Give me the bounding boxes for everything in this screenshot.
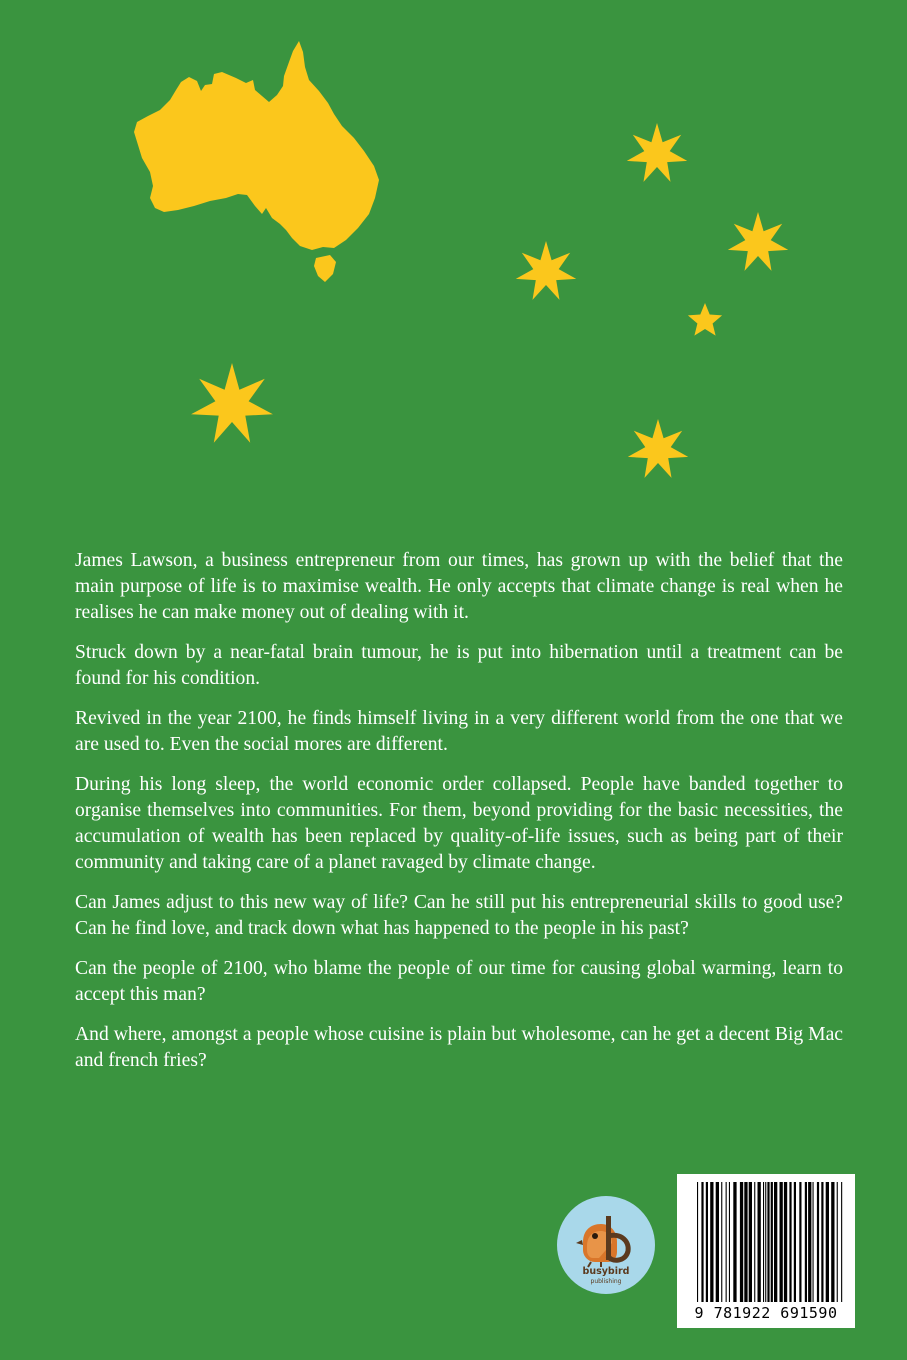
barcode-bar <box>826 1182 829 1302</box>
barcode-bar <box>774 1182 777 1302</box>
barcode-bar <box>710 1182 713 1302</box>
barcode-bar <box>706 1182 708 1302</box>
blurb-paragraph: James Lawson, a business entrepreneur from our times, has grown up with the belief that the main purpose of life is to maximise wealth. He only accepts that climate change is real when he realises he can make money out of dealing with it. <box>75 550 843 623</box>
barcode-bar <box>729 1182 730 1302</box>
barcode-bar <box>701 1182 703 1302</box>
barcode-bar <box>805 1182 807 1302</box>
barcode-bar <box>808 1182 811 1302</box>
publisher-logo <box>557 1196 655 1294</box>
isbn-barcode <box>677 1174 855 1328</box>
barcode-bar <box>744 1182 747 1302</box>
publisher-subtitle: publishing <box>590 1278 622 1285</box>
blurb-paragraph: Can the people of 2100, who blame the people of our time for causing global warming, learn to accept this man? <box>75 958 843 1005</box>
isbn-number: 9 781922 691590 <box>694 1304 838 1322</box>
blurb-paragraph: And where, amongst a people whose cuisine is plain but wholesome, can he get a decent Big Mac and french fries? <box>75 1024 843 1071</box>
barcode-bar <box>767 1182 769 1302</box>
barcode-bar <box>784 1182 787 1302</box>
barcode-bar <box>817 1182 819 1302</box>
barcode-bar <box>821 1182 823 1302</box>
publisher-name: busybird <box>582 1266 630 1277</box>
barcode-bar <box>716 1182 719 1302</box>
barcode-bar <box>837 1182 838 1302</box>
barcode-bar <box>726 1182 727 1302</box>
star-icon <box>688 303 722 336</box>
blurb-text <box>75 548 843 1088</box>
barcode-bar <box>789 1182 791 1302</box>
star-icon <box>728 212 788 271</box>
barcode-bar <box>740 1182 743 1302</box>
blurb-paragraph: During his long sleep, the world economic order collapsed. People have banded together to organise themselves into communities. For them, beyond providing for the basic necessities, the accumulation of wealth has been replaced by quality-of-life issues, such as being part of their community and taking care of a planet ravaged by climate change. <box>75 774 843 873</box>
barcode-bar <box>697 1182 698 1302</box>
australia-map <box>134 41 379 250</box>
barcode-bar <box>771 1182 773 1302</box>
barcode-bar <box>765 1182 766 1302</box>
blurb-paragraph: Struck down by a near-fatal brain tumour, he is put into hibernation until a treatment can be found for his condition. <box>75 642 843 689</box>
star-icon <box>516 241 576 300</box>
blurb-paragraph: Revived in the year 2100, he finds himself living in a very different world from the one that we are used to. Even the social mores are different. <box>75 708 843 755</box>
barcode-bar <box>749 1182 752 1302</box>
barcode-bar <box>733 1182 736 1302</box>
cover-artwork <box>0 0 907 520</box>
barcode-bar <box>780 1182 783 1302</box>
barcode-bar <box>831 1182 834 1302</box>
star-icon <box>191 363 273 443</box>
barcode-bar <box>794 1182 796 1302</box>
blurb-paragraph: Can James adjust to this new way of life? Can he still put his entrepreneurial skills to good use? Can he find love, and track down what has happened to the people in his past? <box>75 892 843 939</box>
star-icon <box>628 419 688 478</box>
barcode-bar <box>813 1182 814 1302</box>
tasmania-map <box>314 255 336 282</box>
barcode-bar <box>841 1182 842 1302</box>
barcode-bar <box>763 1182 764 1302</box>
barcode-bar <box>721 1182 722 1302</box>
barcode-bar <box>758 1182 761 1302</box>
barcode-bar <box>754 1182 755 1302</box>
star-icon <box>627 123 687 182</box>
barcode-bar <box>799 1182 801 1302</box>
